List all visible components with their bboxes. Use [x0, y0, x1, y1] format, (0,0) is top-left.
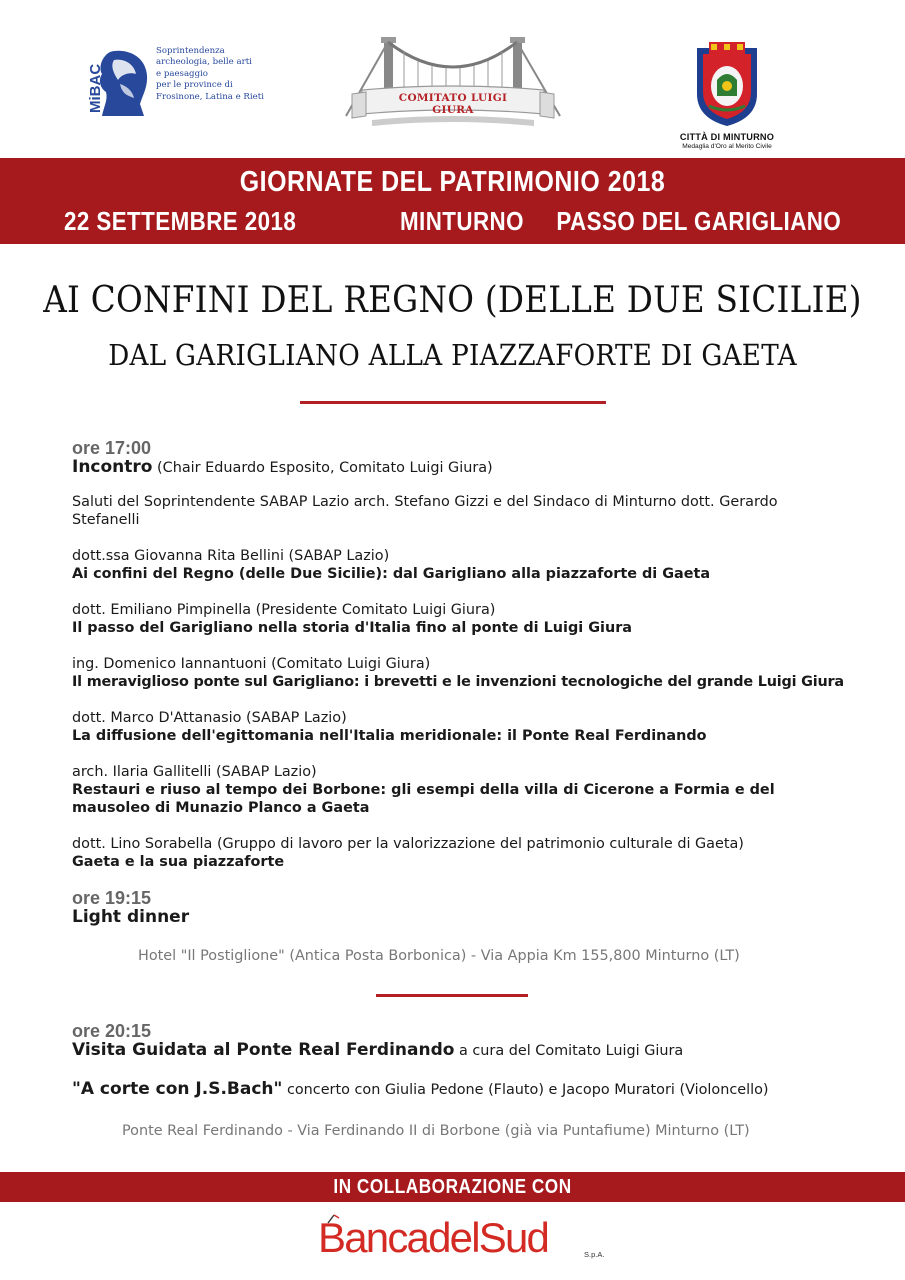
talk — [72, 763, 842, 817]
talk — [72, 601, 842, 637]
concert-label: "A corte con J.S.Bach" — [72, 1079, 283, 1099]
talk-speaker: arch. Ilaria Gallitelli (SABAP Lazio) — [72, 764, 317, 780]
main-subtitle: DAL GARIGLIANO ALLA PIAZZAFORTE DI GAETA — [108, 338, 797, 372]
mibac-line: per le province di — [156, 80, 233, 91]
session-time: ore 19:15 — [72, 888, 152, 908]
main-title: AI CONFINI DEL REGNO (DELLE DUE SICILIE) — [43, 280, 862, 321]
minturno-logo — [672, 42, 782, 156]
talk-speaker: ing. Domenico Iannantuoni (Comitato Luigi Giura) — [72, 656, 431, 672]
talk-speaker: dott. Lino Sorabella (Gruppo di lavoro per la valorizzazione del patrimonio culturale di Gaeta) — [72, 836, 744, 852]
greetings-text: Saluti del Soprintendente SABAP Lazio arch. Stefano Gizzi e del Sindaco di Minturno dott. Gerardo Stefanelli — [72, 494, 778, 528]
bank-name: BancadelSud — [318, 1214, 549, 1261]
session-2 — [72, 888, 842, 926]
mibac-logo — [80, 44, 280, 124]
talk — [72, 655, 842, 691]
talk-speaker: dott.ssa Giovanna Rita Bellini (SABAP Lazio) — [72, 548, 390, 564]
minturno-name: CITTÀ DI MINTURNO — [679, 132, 775, 142]
talk-title: La diffusione dell'egittomania nell'Italia meridionale: il Ponte Real Ferdinando — [72, 728, 707, 744]
talk — [72, 547, 842, 583]
visit-line — [72, 1041, 842, 1060]
visit-venue: Ponte Real Ferdinando - Via Ferdinando II di Borbone (già via Puntafiume) Minturno (LT) — [122, 1123, 750, 1139]
mibac-line: e paesaggio — [156, 68, 208, 79]
talk-title: Il passo del Garigliano nella storia d'Italia fino al ponte di Luigi Giura — [72, 620, 632, 636]
minturno-medal: Medaglia d'Oro al Merito Civile — [682, 143, 772, 150]
mibac-line: archeologia, belle arti — [156, 57, 252, 68]
section-divider — [376, 994, 528, 997]
session-1 — [72, 438, 842, 477]
title-divider — [300, 401, 606, 404]
mibac-emblem-icon — [80, 44, 152, 116]
bank-suffix: S.p.A. — [584, 1250, 605, 1259]
session-event: Light dinner — [72, 907, 190, 927]
event-label: Incontro — [72, 457, 153, 477]
coat-of-arms-icon — [695, 42, 759, 128]
bridge-icon — [342, 34, 564, 134]
talk — [72, 709, 842, 745]
talk-title: Gaeta e la sua piazzaforte — [72, 854, 285, 870]
event-note: (Chair Eduardo Esposito, Comitato Luigi Giura) — [152, 460, 493, 476]
event-title: GIORNATE DEL PATRIMONIO 2018 — [239, 166, 666, 198]
header-band — [0, 158, 905, 244]
comitato-logo — [342, 34, 564, 134]
event-location: PASSO DEL GARIGLIANO — [556, 206, 841, 236]
mibac-line: Frosinone, Latina e Rieti — [156, 91, 264, 102]
talk-speaker: dott. Marco D'Attanasio (SABAP Lazio) — [72, 710, 347, 726]
talk-speaker: dott. Emiliano Pimpinella (Presidente Comitato Luigi Giura) — [72, 602, 496, 618]
visit-label: Visita Guidata al Ponte Real Ferdinando — [72, 1040, 455, 1060]
talk-title: Ai confini del Regno (delle Due Sicilie): dal Garigliano alla piazzaforte di Gaeta — [72, 566, 711, 582]
session-3 — [72, 1021, 842, 1060]
visit-note: a cura del Comitato Luigi Giura — [454, 1043, 684, 1059]
svg-text:MiBAC: MiBAC — [87, 63, 104, 113]
event-date: 22 SETTEMBRE 2018 — [64, 206, 297, 236]
mibac-text — [156, 46, 276, 103]
collaboration-label: IN COLLABORAZIONE CON — [333, 1176, 572, 1198]
mibac-line: Soprintendenza — [156, 46, 225, 56]
concert — [72, 1080, 842, 1099]
dinner-venue: Hotel "Il Postiglione" (Antica Posta Borbonica) - Via Appia Km 155,800 Minturno (LT) — [138, 948, 740, 964]
talk-title: Il meraviglioso ponte sul Garigliano: i brevetti e le invenzioni tecnologiche del grande Luigi Giura — [72, 674, 844, 690]
session-event — [72, 458, 842, 477]
bank-logo — [318, 1214, 618, 1270]
session-time: ore 20:15 — [72, 1021, 152, 1041]
talk — [72, 835, 842, 871]
collaboration-band — [0, 1172, 905, 1202]
comitato-text: COMITATO LUIGI GIURA — [398, 92, 508, 116]
talk-title: Restauri e riuso al tempo dei Borbone: gli esempi della villa di Cicerone a Formia e del mausoleo di Munazio Planco a Gaeta — [72, 782, 775, 816]
concert-note: concerto con Giulia Pedone (Flauto) e Jacopo Muratori (Violoncello) — [282, 1082, 769, 1098]
session-time: ore 17:00 — [72, 438, 152, 458]
concert-line — [72, 1080, 842, 1099]
event-place: MINTURNO — [400, 206, 524, 236]
greetings — [72, 493, 842, 529]
